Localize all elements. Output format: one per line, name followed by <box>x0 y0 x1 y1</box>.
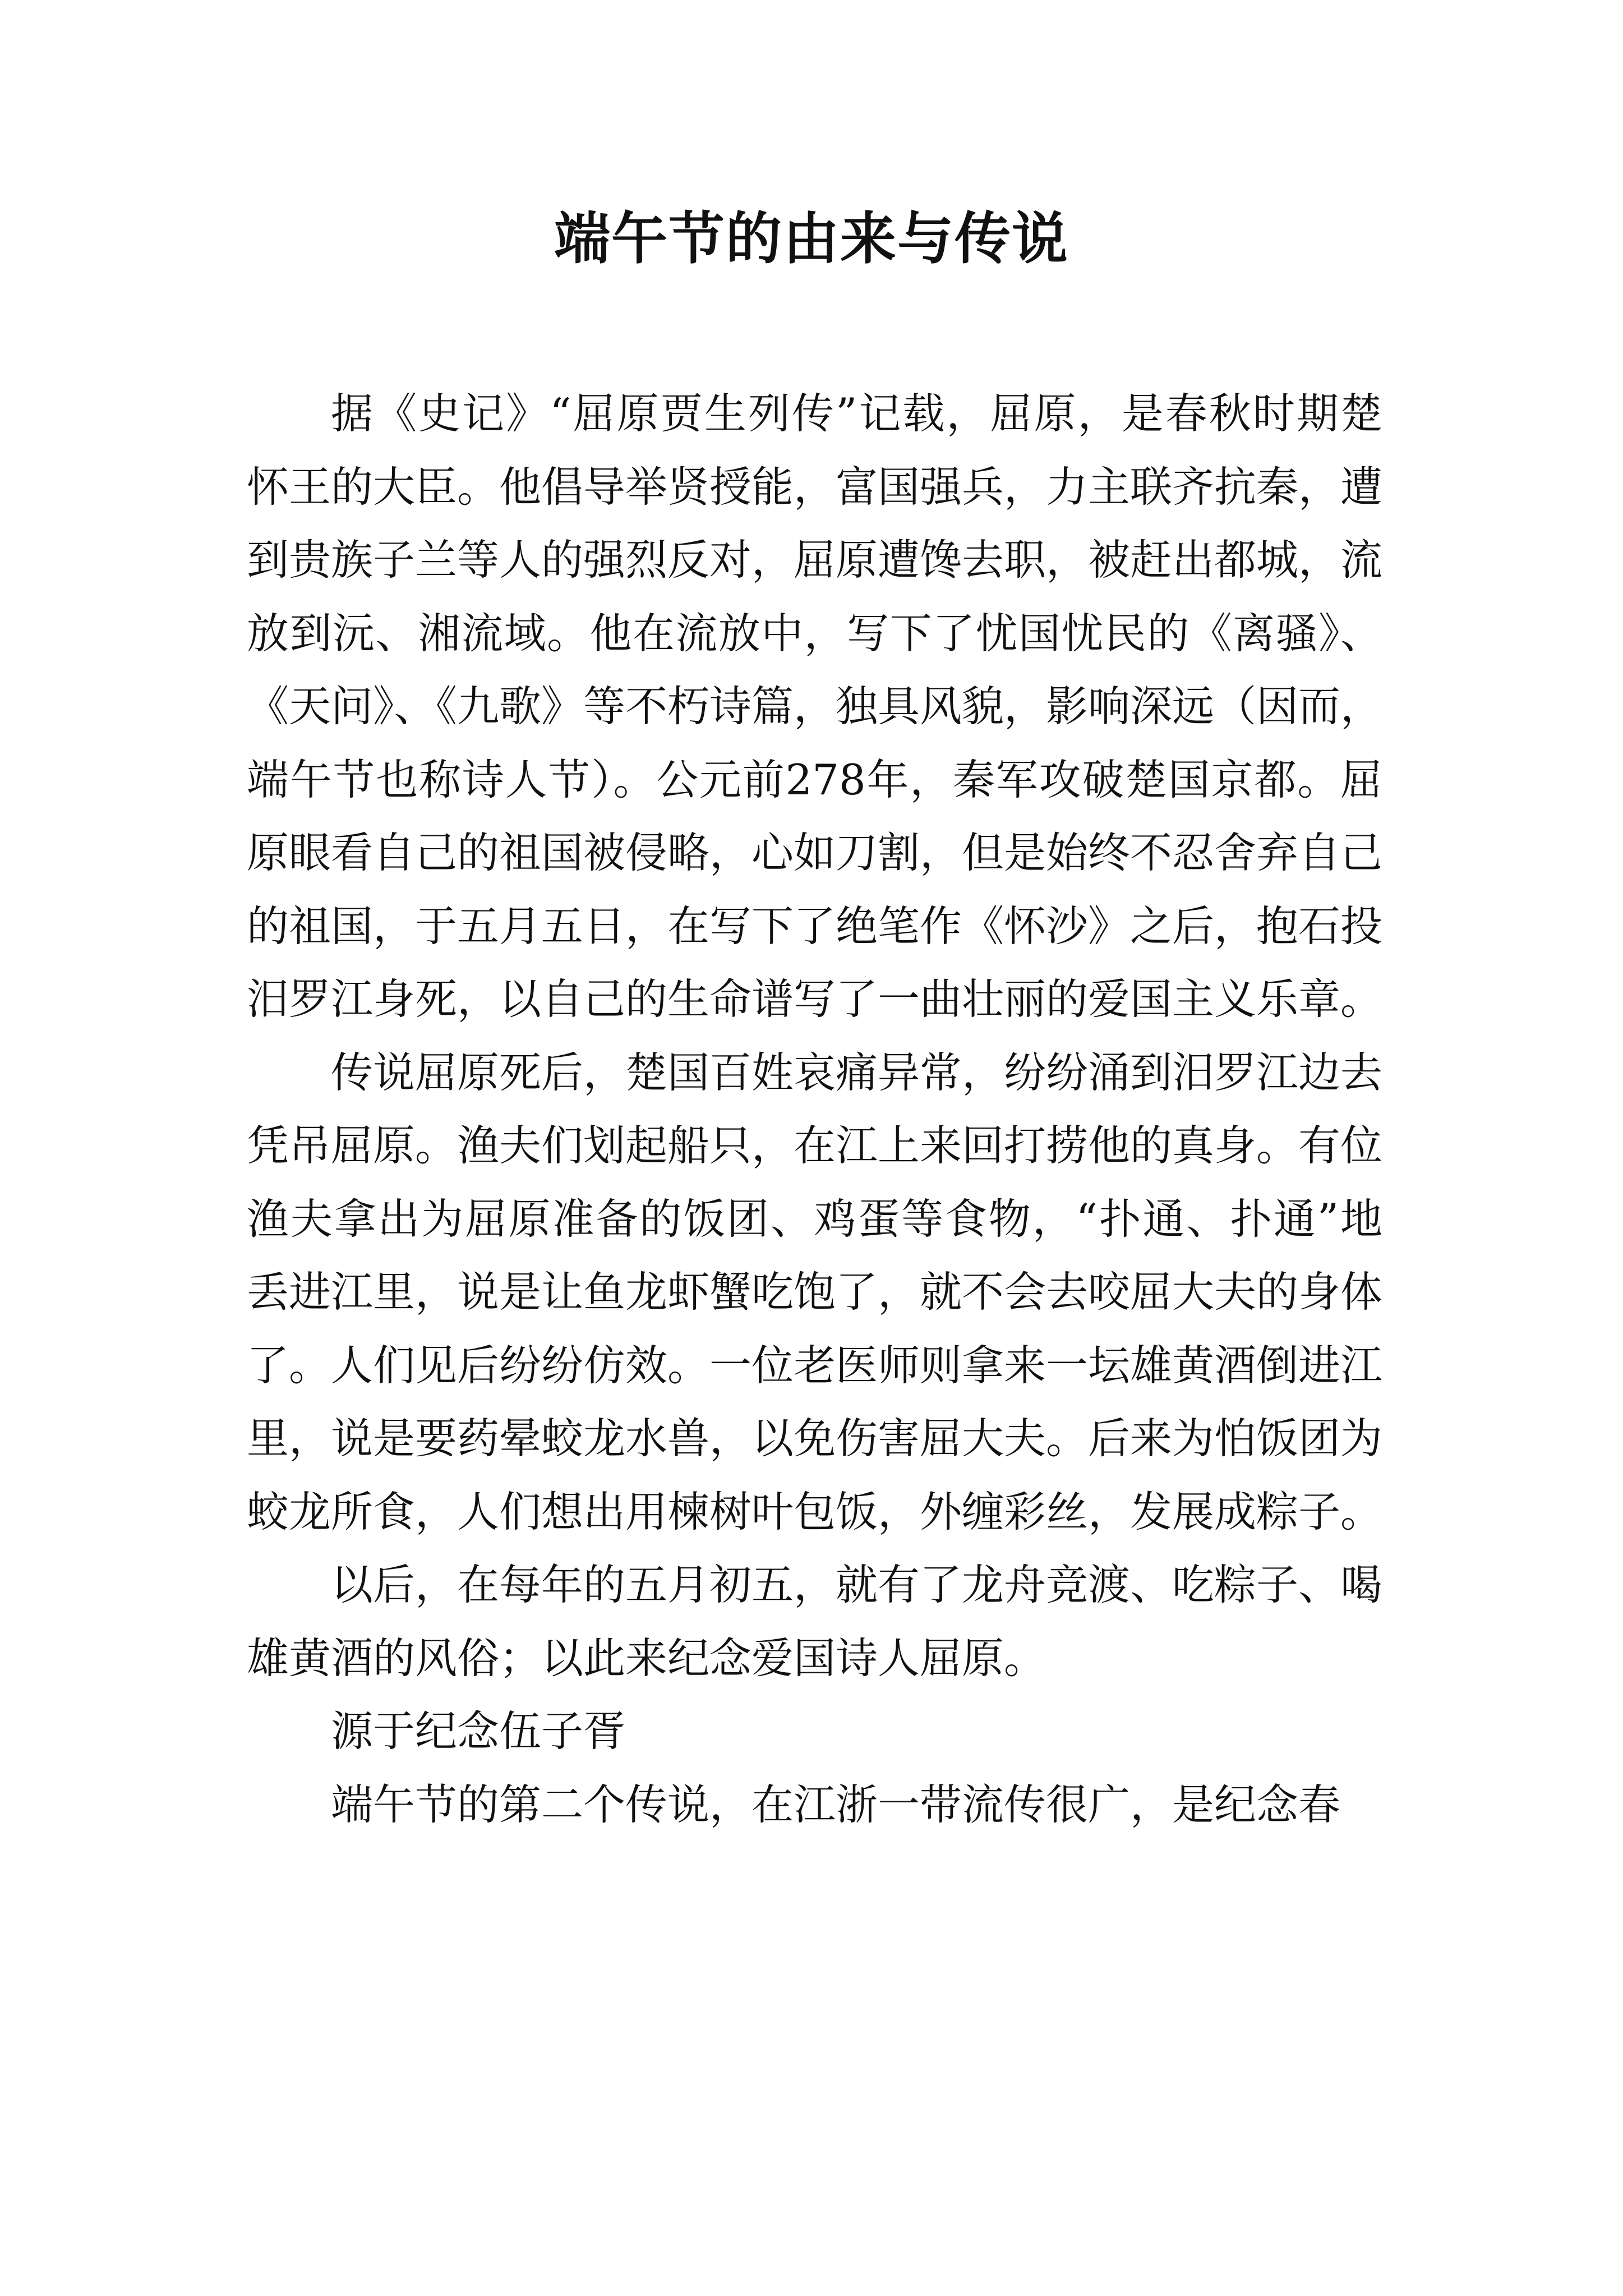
document-body <box>247 377 1382 1841</box>
paragraph-customs: 以后，在每年的五月初五，就有了龙舟竞渡、吃粽子、喝雄黄酒的风俗；以此来纪念爱国诗人屈原。 <box>247 1560 1383 1683</box>
section-heading-wu-zixu: 源于纪念伍子胥 <box>331 1706 626 1756</box>
paragraph-qu-yuan-history: 据《史记》“屈原贾生列传”记载，屈原，是春秋时期楚怀王的大臣。他倡导举贤授能，富国强兵，力主联齐抗秦，遭到贵族子兰等人的强烈反对，屈原遭馋去职，被赶出都城，流放到沅、湘流域。他在流放中，写下了忧国忧民的《离骚》、《天问》、《九歌》等不朽诗篇，独具风貌，影响深远（因而，端午节也称诗人节）。公元前278年，秦军攻破楚国京都。屈原眼看自己的祖国被侵略，心如刀割，但是始终不忍舍弃自己的祖国，于五月五日，在写下了绝笔作《怀沙》之后，抱石投汨罗江身死，以自己的生命谱写了一曲壮丽的爱国主义乐章。 <box>247 389 1383 1024</box>
paragraph-legend-zongzi: 传说屈原死后，楚国百姓哀痛异常，纷纷涌到汨罗江边去凭吊屈原。渔夫们划起船只，在江上来回打捞他的真身。有位渔夫拿出为屈原准备的饭团、鸡蛋等食物，“扑通、扑通”地丢进江里，说是让鱼龙虾蟹吃饱了，就不会去咬屈大夫的身体了。人们见后纷纷仿效。一位老医师则拿来一坛雄黄酒倒进江里，说是要药晕蛟龙水兽，以免伤害屈大夫。后来为怕饭团为蛟龙所食，人们想出用楝树叶包饭，外缠彩丝，发展成粽子。 <box>247 1047 1383 1536</box>
paragraph-second-legend: 端午节的第二个传说，在江浙一带流传很广，是纪念春 <box>331 1779 1341 1829</box>
document-title: 端午节的由来与传说 <box>554 205 1069 272</box>
